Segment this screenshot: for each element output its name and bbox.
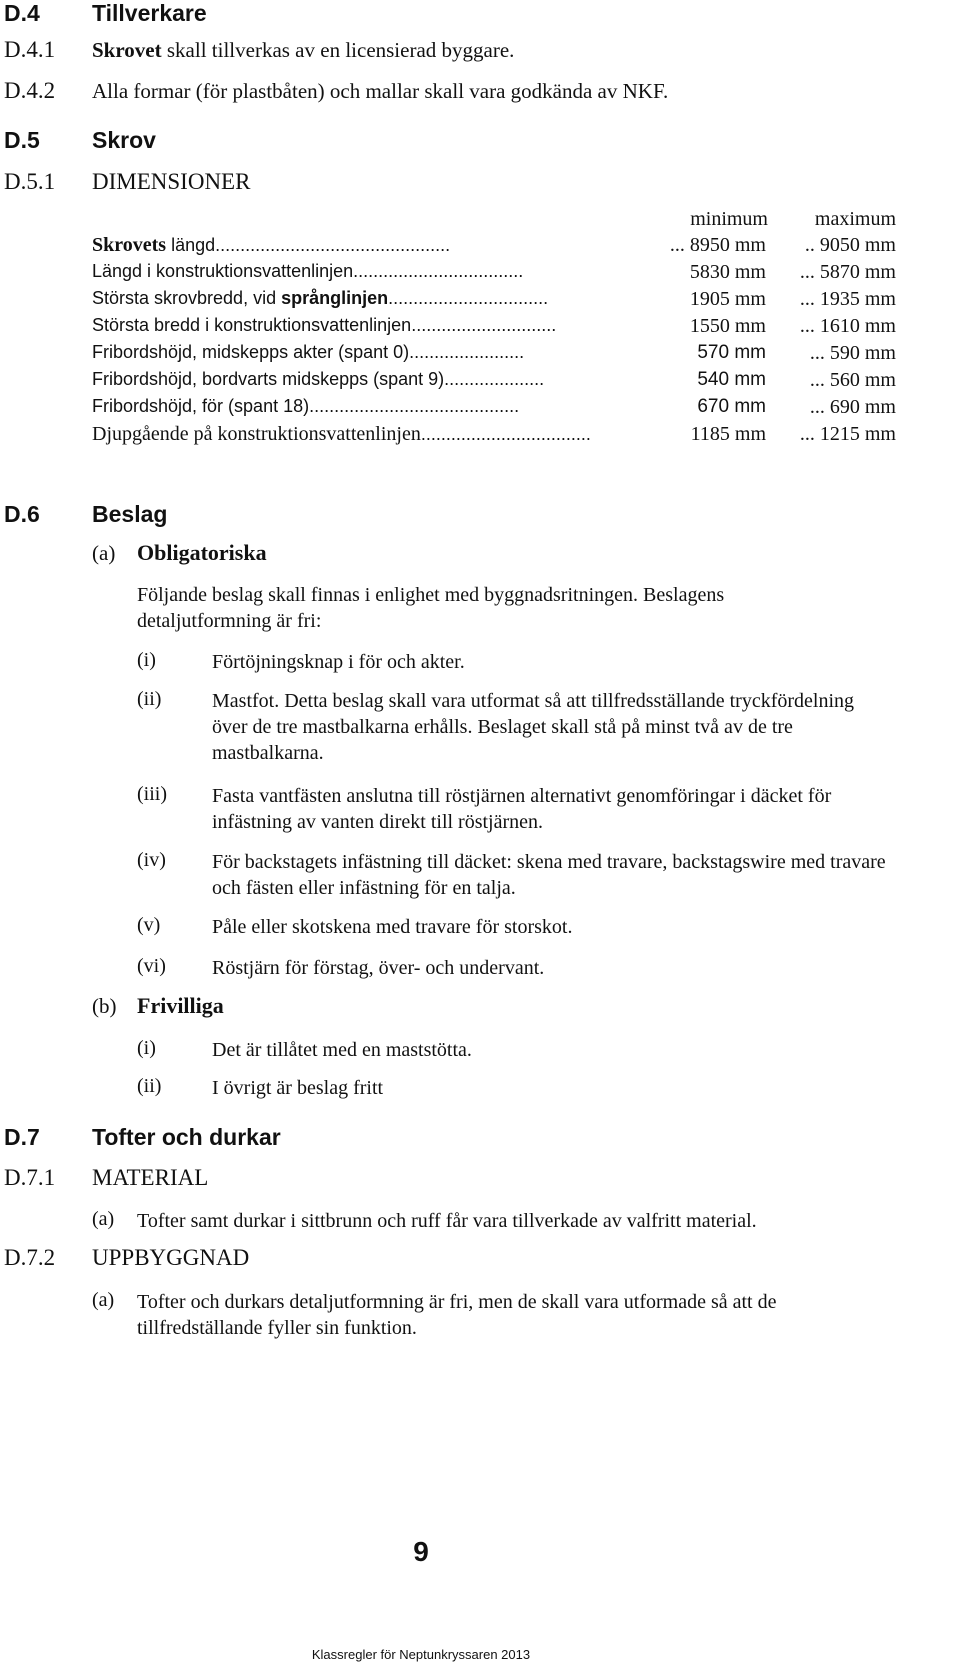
list-marker-b: (b) — [92, 994, 117, 1018]
section-title-d4: Tillverkare — [92, 0, 207, 26]
dimension-row — [92, 342, 896, 368]
dimension-min: 570 mm — [697, 342, 766, 363]
list-item-text: Förtöjningsknap i för och akter. — [212, 651, 465, 673]
list-item-text: Fasta vantfästen anslutna till röstjärnen alternativt genomföringar i däcket för infästning av vanten direkt till röstjärnen. — [212, 785, 832, 833]
dimension-min: 670 mm — [697, 396, 766, 417]
section-number-d7-2: D.7.2 — [4, 1245, 56, 1270]
dimension-min: 1905 mm — [689, 288, 766, 310]
dimension-leader: ................................ — [388, 288, 549, 308]
term-skrovet: Skrovet — [92, 38, 162, 62]
column-header-maximum: maximum — [814, 208, 896, 230]
list-marker: (iv) — [137, 849, 166, 871]
section-number-d7: D.7 — [4, 1124, 40, 1150]
dimension-min: 540 mm — [697, 369, 766, 390]
dimension-label: Skrovets — [92, 234, 167, 256]
dimension-max: ... 1935 mm — [799, 288, 896, 310]
list-marker: (v) — [137, 914, 161, 936]
dimension-label: Längd i konstruktionsvattenlinjen — [92, 261, 354, 281]
dimension-min: 1185 mm — [690, 423, 766, 445]
subsection-title-obligatoriska: Obligatoriska — [137, 540, 267, 565]
section-title-d7: Tofter och durkar — [92, 1124, 281, 1150]
dimension-leader: längd............................................... — [166, 235, 451, 255]
dimension-max: ... 1610 mm — [799, 315, 896, 337]
dimension-label: Fribordshöjd, för (spant 18) — [92, 396, 310, 416]
column-header-minimum: minimum — [690, 208, 768, 230]
list-marker: (vi) — [137, 955, 166, 977]
list-item-text: Påle eller skotskena med travare för storskot. — [212, 916, 573, 938]
section-number-d6: D.6 — [4, 501, 40, 527]
dimension-label: Fribordshöjd, bordvarts midskepps (spant 9) — [92, 369, 445, 389]
dimension-table-header — [92, 208, 896, 234]
dimension-row — [92, 396, 896, 422]
dimension-max: .. 9050 mm — [804, 234, 896, 256]
paragraph-d4-1-text: skall tillverkas av en licensierad byggare. — [161, 38, 515, 62]
footer-document-title: Klassregler för Neptunkryssaren 2013 — [311, 1647, 531, 1662]
dimension-row — [92, 234, 896, 260]
dimension-max: ... 560 mm — [809, 369, 896, 391]
dimension-row — [92, 288, 896, 314]
dimension-label: Djupgående på konstruktionsvattenlinjen — [92, 423, 421, 445]
dimension-max: ... 590 mm — [809, 342, 896, 364]
list-marker: (i) — [137, 1037, 156, 1059]
subsection-title-dimensioner: DIMENSIONER — [92, 169, 251, 194]
term-spranglinjen: språnglinjen — [281, 288, 389, 308]
dimension-leader: ....................... — [409, 342, 525, 362]
dimension-label: Största skrovbredd, vid — [92, 288, 282, 308]
section-title-d5: Skrov — [92, 127, 156, 153]
dimension-row — [92, 315, 896, 341]
dimension-row — [92, 369, 896, 395]
list-marker: (a) — [92, 1208, 115, 1230]
dimension-leader: .................................. — [353, 261, 524, 281]
list-marker: (ii) — [137, 688, 162, 710]
paragraph-d4-1 — [92, 38, 514, 63]
subsection-title-frivilliga: Frivilliga — [137, 993, 224, 1018]
paragraph-d7-2: Tofter och durkars detaljutformning är fri, men de skall vara utformade så att de tillfredställande fyller sin funktion. — [137, 1291, 777, 1339]
page-number: 9 — [413, 1536, 429, 1567]
dimension-row — [92, 261, 896, 287]
dimension-leader: .................... — [444, 369, 545, 389]
dimension-label: Fribordshöjd, midskepps akter (spant 0) — [92, 342, 410, 362]
dimension-max: ... 5870 mm — [799, 261, 896, 283]
paragraph-d4-2: Alla formar (för plastbåten) och mallar skall vara godkända av NKF. — [92, 79, 669, 103]
paragraph-d7-1: Tofter samt durkar i sittbrunn och ruff får vara tillverkade av valfritt material. — [137, 1210, 757, 1232]
section-number-d4-2: D.4.2 — [4, 78, 56, 103]
dimension-min: 1550 mm — [689, 315, 766, 337]
section-number-d5-1: D.5.1 — [4, 169, 56, 194]
dimension-label: Största bredd i konstruktionsvattenlinjen — [92, 315, 412, 335]
dimension-min: 5830 mm — [689, 261, 766, 283]
section-number-d7-1: D.7.1 — [4, 1165, 56, 1190]
subsection-title-material: MATERIAL — [92, 1165, 209, 1190]
dimension-leader: ............................. — [411, 315, 557, 335]
dimension-min: ... 8950 mm — [669, 234, 766, 256]
dimension-leader: .................................. — [420, 424, 591, 444]
list-marker-a: (a) — [92, 541, 116, 565]
dimension-leader: .......................................... — [309, 396, 520, 416]
list-marker: (iii) — [137, 783, 167, 805]
list-item-text: För backstagets infästning till däcket: skena med travare, backstagswire med travare och fästen eller infästning för en talja. — [212, 851, 886, 899]
section-number-d4: D.4 — [4, 0, 40, 26]
list-item-text: Mastfot. Detta beslag skall vara utformat så att tillfredsställande tryckfördelning över de tre mastbalkarna erhålls. Beslaget skall stå på minst två av de tre mastbalkarna. — [212, 690, 855, 764]
subsection-title-uppbyggnad: UPPBYGGNAD — [92, 1245, 250, 1270]
list-item-text: I övrigt är beslag fritt — [212, 1077, 384, 1099]
list-marker: (a) — [92, 1289, 115, 1311]
list-marker: (ii) — [137, 1075, 162, 1097]
dimension-row — [92, 423, 896, 449]
dimension-max: ... 1215 mm — [799, 423, 896, 445]
section-title-d6: Beslag — [92, 501, 168, 527]
dimension-max: ... 690 mm — [809, 396, 896, 418]
list-item-text: Det är tillåtet med en maststötta. — [212, 1039, 472, 1061]
section-number-d4-1: D.4.1 — [4, 37, 56, 62]
list-item-text: Röstjärn för förstag, över- och undervant. — [212, 957, 545, 979]
paragraph-beslag-intro: Följande beslag skall finnas i enlighet med byggnadsritningen. Beslagens detaljutformning är fri: — [137, 584, 725, 632]
list-marker: (i) — [137, 649, 156, 671]
section-number-d5: D.5 — [4, 127, 40, 153]
